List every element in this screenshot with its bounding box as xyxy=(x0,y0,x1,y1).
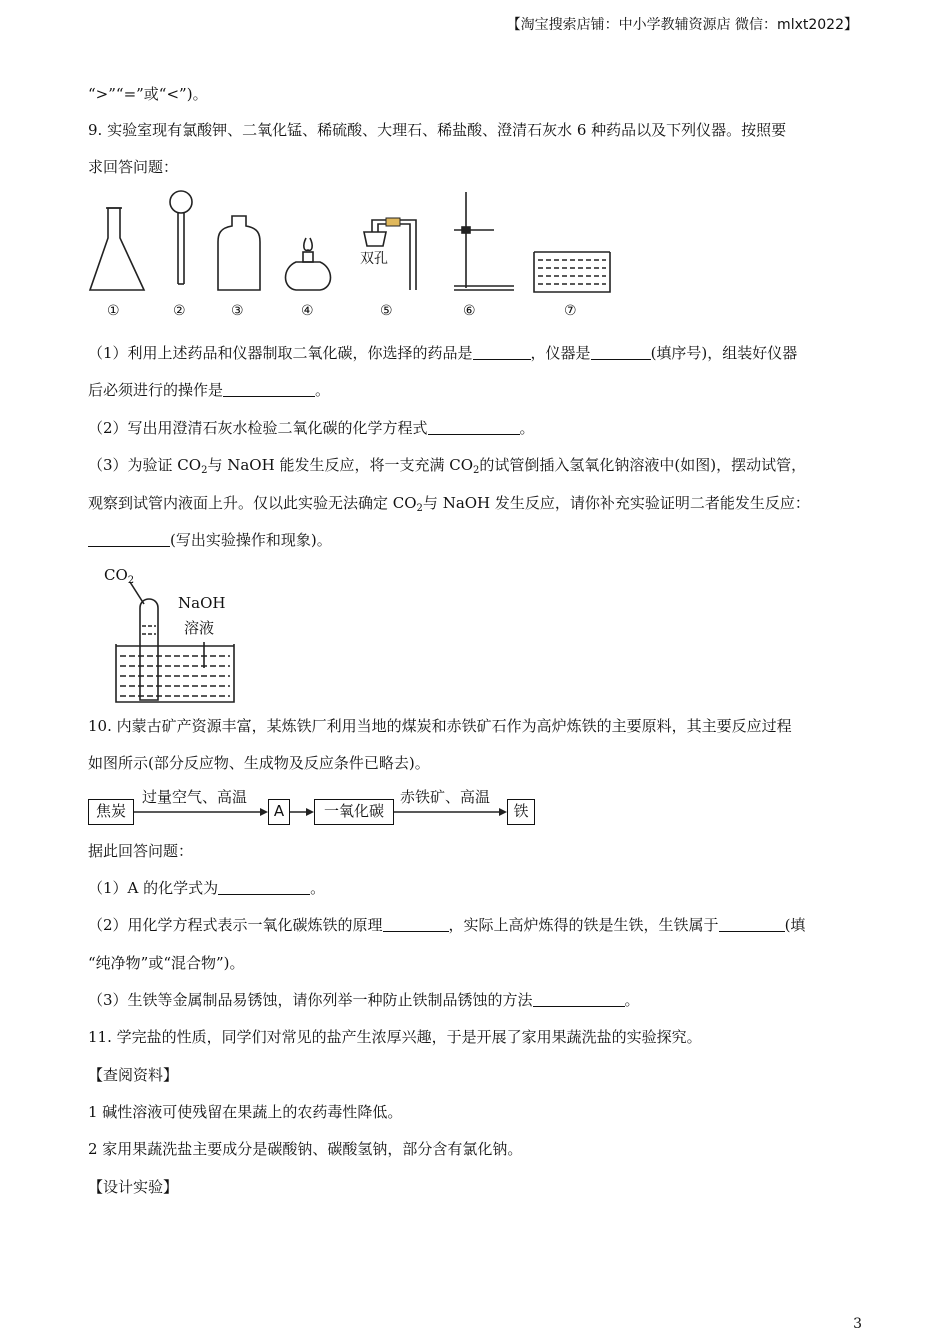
conical-flask-icon xyxy=(90,208,144,290)
apparatus-label-2: ② xyxy=(173,303,186,319)
water-trough-icon xyxy=(534,252,610,292)
flow-box-co: 一氧化碳 xyxy=(314,799,394,825)
apparatus-label-3: ③ xyxy=(231,303,244,319)
gas-bottle-icon xyxy=(218,216,260,290)
apparatus-figure xyxy=(0,188,950,298)
text-line: “>”“=”或“<”)。 xyxy=(88,85,208,103)
two-hole-label: 双孔 xyxy=(360,251,388,267)
apparatus-label-4: ④ xyxy=(301,303,314,319)
q11-heading-resources: 【查阅资料】 xyxy=(88,1066,179,1084)
q9-stem-line2: 求回答问题： xyxy=(88,158,179,176)
thistle-funnel-icon xyxy=(170,191,192,284)
q9-part1-line2: 后必须进行的操作是 。 xyxy=(88,381,331,399)
apparatus-label-1: ① xyxy=(107,303,120,319)
q9-part3-line1: （3）为验证 $CO_2$与 NaOH 能发生反应，将一支充满 $CO_2$的试管倒插入氢氧化钠溶液中(如图)，摆动试管， xyxy=(88,456,807,476)
page-number: 3 xyxy=(853,1316,862,1332)
solution-label: 溶液 xyxy=(184,619,215,637)
flow-arrow2-label: 赤铁矿、高温 xyxy=(400,788,491,806)
q9-part1-line1: （1）利用上述药品和仪器制取二氧化碳，你选择的药品是 ，仪器是 (填序号)，组装好仪器 xyxy=(88,344,798,362)
q10-part2-line2: “纯净物”或“混合物”)。 xyxy=(88,954,245,972)
q10-part3: （3）生铁等金属制品易锈蚀，请你列举一种防止铁制品锈蚀的方法 。 xyxy=(88,991,640,1009)
flow-box-a: A xyxy=(268,799,290,825)
q10-part1: （1）A 的化学式为 。 xyxy=(88,879,326,897)
q9-part2: （2）写出用澄清石灰水检验二氧化碳的化学方程式 。 xyxy=(88,419,535,437)
apparatus-label-5: ⑤ xyxy=(380,303,393,319)
flow-box-iron: 铁 xyxy=(507,799,535,825)
q10-part2-line1: （2）用化学方程式表示一氧化碳炼铁的原理 ，实际上高炉炼得的铁是生铁，生铁属于 (填 xyxy=(88,916,806,934)
q11-heading-design: 【设计实验】 xyxy=(88,1178,179,1196)
q9-part3-line2: 观察到试管内液面上升。仅以此实验无法确定 $CO_2$与 NaOH 发生反应，请你补充实验证明二者能发生反应： xyxy=(88,494,810,514)
q11-stem: 11. 学完盐的性质，同学们对常见的盐产生浓厚兴趣，于是开展了家用果蔬洗盐的实验探究。 xyxy=(88,1028,702,1046)
flow-arrows xyxy=(0,802,950,822)
naoh-label: NaOH xyxy=(178,594,226,612)
co2-label: $CO_2$ xyxy=(104,566,135,586)
apparatus-label-6: ⑥ xyxy=(463,303,476,319)
q11-item1: 1 碱性溶液可使残留在果蔬上的农药毒性降低。 xyxy=(88,1103,403,1121)
q11-item2: 2 家用果蔬洗盐主要成分是碳酸钠、碳酸氢钠，部分含有氯化钠。 xyxy=(88,1140,523,1158)
flow-arrow1-label: 过量空气、高温 xyxy=(142,788,248,806)
iron-stand-icon xyxy=(454,192,514,290)
q10-stem-line1: 10. 内蒙古矿产资源丰富，某炼铁厂利用当地的煤炭和赤铁矿石作为高炉炼铁的主要原料，其主要反应过程 xyxy=(88,717,792,735)
q10-stem-line3: 据此回答问题： xyxy=(88,842,194,860)
alcohol-lamp-icon xyxy=(286,238,331,290)
q10-stem-line2: 如图所示(部分反应物、生成物及反应条件已略去)。 xyxy=(88,754,430,772)
q9-stem-line1: 9. 实验室现有氯酸钾、二氧化锰、稀硫酸、大理石、稀盐酸、澄清石灰水 6 种药品以及下列仪器。按照要 xyxy=(88,121,787,139)
apparatus-label-7: ⑦ xyxy=(564,303,577,319)
flow-box-coke: 焦炭 xyxy=(88,799,134,825)
page-header: 【淘宝搜索店铺：中小学教辅资源店 微信：mlxt2022】 xyxy=(506,17,858,33)
q9-part3-line3: (写出实验操作和现象)。 xyxy=(88,530,332,550)
